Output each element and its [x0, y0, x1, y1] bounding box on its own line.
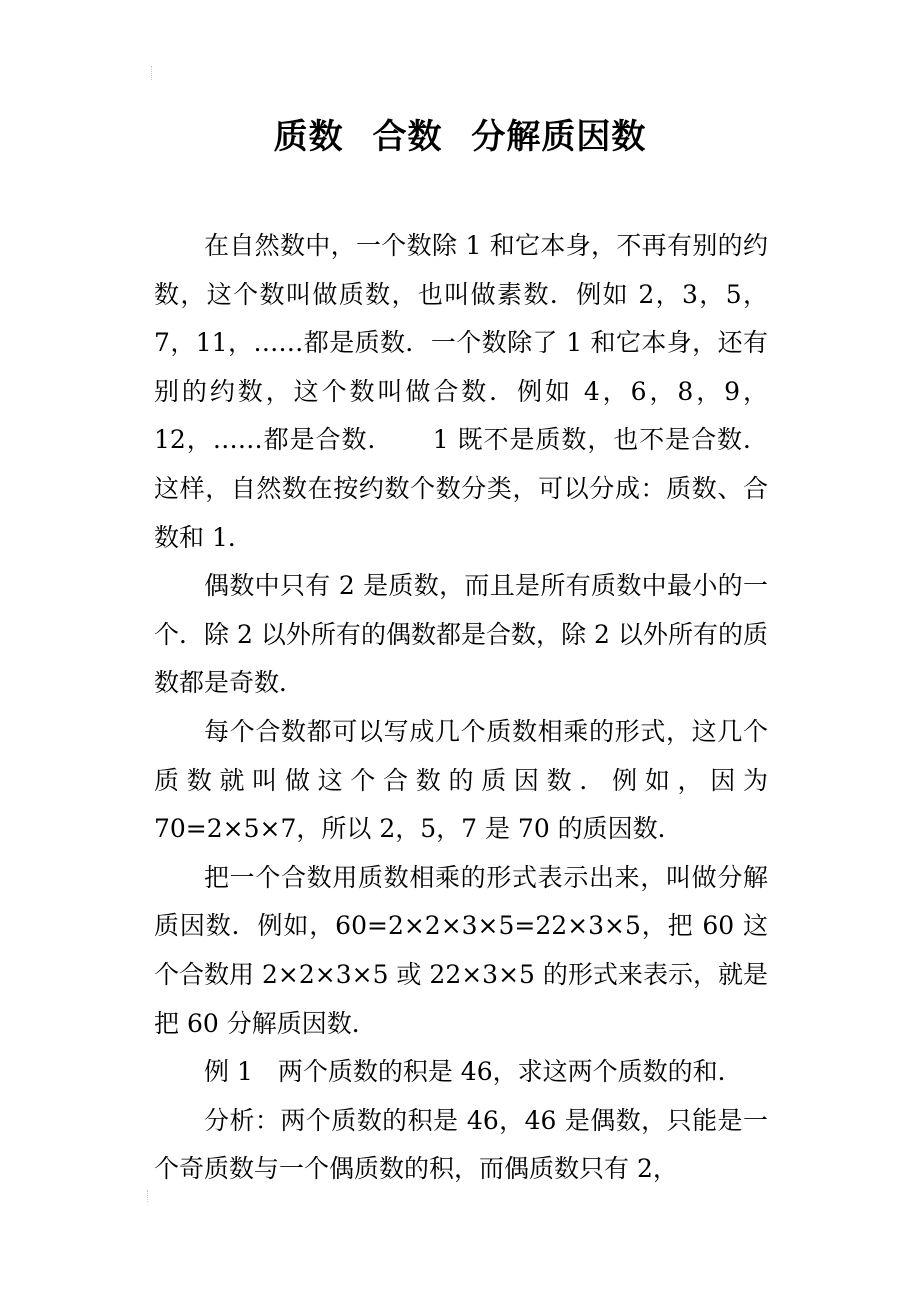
paragraph-definitions: 在自然数中，一个数除 1 和它本身，不再有别的约数，这个数叫做质数，也叫做素数．例如 2，3，5，7，11，……都是质数．一个数除了 1 和它本身，还有别的约数，这个数叫做合数．例如 4，6，8，9，12，……都是合数． 1 既不是质数，也不是合数．这样，自然数在按约数个数分类，可以分成：质数、合数和 1．: [154, 231, 768, 552]
document-body: [154, 222, 768, 1194]
paragraph-factorization: 把一个合数用质数相乘的形式表示出来，叫做分解质因数．例如，60=2×2×3×5=22×3×5，把 60 这个合数用 2×2×3×5 或 22×3×5 的形式来表示，就是把 60 分解质因数．: [154, 862, 768, 1038]
title-part: 质数: [273, 117, 344, 157]
page-title: [0, 112, 920, 162]
paragraph-example-1: 例 1 两个质数的积是 46，求这两个质数的和．: [204, 1057, 743, 1087]
title-part: 分解质因数: [471, 117, 647, 157]
corner-crop-mark: [151, 66, 158, 80]
title-part: 合数: [372, 117, 443, 157]
paragraph-even-numbers: 偶数中只有 2 是质数，而且是所有质数中最小的一个．除 2 以外所有的偶数都是合数，除 2 以外所有的质数都是奇数．: [154, 571, 768, 698]
paragraph-analysis: 分析：两个质数的积是 46，46 是偶数，只能是一个奇质数与一个偶质数的积，而偶质数只有 2，: [154, 1105, 768, 1184]
corner-crop-mark: [147, 1190, 154, 1202]
paragraph-prime-factors: 每个合数都可以写成几个质数相乘的形式，这几个质数就叫做这个合数的质因数．例如，因为 70=2×5×7，所以 2，5，7 是 70 的质因数．: [154, 716, 768, 844]
